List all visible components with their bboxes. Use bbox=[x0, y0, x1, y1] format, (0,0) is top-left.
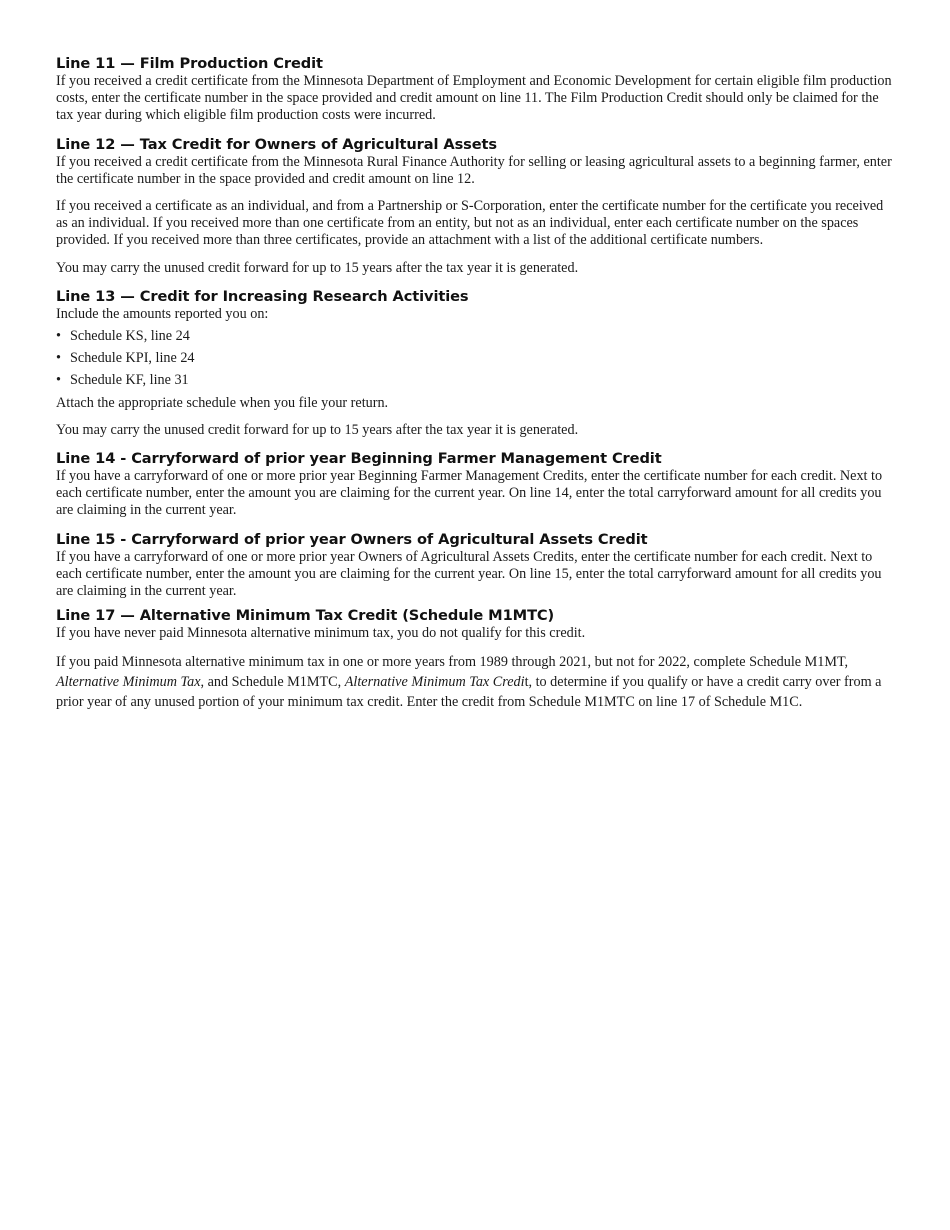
list-item bbox=[56, 350, 896, 367]
bullet-icon: • bbox=[56, 372, 61, 389]
section-line-15 bbox=[56, 530, 896, 601]
paragraph: Attach the appropriate schedule when you file your return. bbox=[56, 394, 389, 411]
paragraph: If you received a credit certificate from the Minnesota Department of Employment and Economic Development for certain eligible film production costs, enter the certificate number in the space provided and credit amount on line 11. The Film Production Credit should only be claimed for the tax year during which eligible film production costs were incurred. bbox=[56, 73, 892, 124]
list-item-text: Schedule KPI, line 24 bbox=[70, 350, 195, 367]
paragraph: If you have a carryforward of one or more prior year Beginning Farmer Management Credits, enter the certificate number for each credit. Next to each certificate number, enter the amount you are claiming for the current year. On line 14, enter the total carryforward amount for all credits you are claiming in the current year. bbox=[56, 468, 883, 519]
paragraph-m1mtc-instructions bbox=[56, 652, 896, 712]
bullet-list bbox=[56, 328, 896, 390]
section-line-17 bbox=[56, 606, 896, 712]
paragraph: If you have a carryforward of one or more prior year Owners of Agricultural Assets Credits, enter the certificate number for each credit. Next to each certificate number, enter the amount you are claiming for the current year. On line 15, enter the total carryforward amount for all credits you are claiming in the current year. bbox=[56, 548, 882, 600]
bullet-icon: • bbox=[56, 350, 61, 367]
section-heading: Line 15 - Carryforward of prior year Owners of Agricultural Assets Credit bbox=[56, 530, 648, 548]
paragraph: If you have never paid Minnesota alternative minimum tax, you do not qualify for this credit. bbox=[56, 625, 586, 642]
section-heading: Line 17 — Alternative Minimum Tax Credit (Schedule M1MTC) bbox=[56, 607, 555, 625]
section-line-13 bbox=[56, 287, 896, 439]
section-heading: Line 12 — Tax Credit for Owners of Agricultural Assets bbox=[56, 135, 498, 153]
paragraph: You may carry the unused credit forward for up to 15 years after the tax year it is generated. bbox=[56, 259, 579, 276]
paragraph: Include the amounts reported you on: bbox=[56, 305, 269, 322]
section-heading: Line 11 — Film Production Credit bbox=[56, 55, 323, 72]
section-line-12 bbox=[56, 135, 896, 277]
list-item-text: Schedule KF, line 31 bbox=[70, 372, 189, 389]
paragraph: You may carry the unused credit forward for up to 15 years after the tax year it is generated. bbox=[56, 421, 579, 438]
text-run: t, to determine if you qualify or have a credit carry over from a prior year of any unused portion of your minimum tax credit. Enter the credit from Schedule M1MTC on line 17 of Schedule M1C. bbox=[56, 674, 882, 711]
list-item bbox=[56, 328, 896, 345]
section-heading: Line 13 — Credit for Increasing Research Activities bbox=[56, 287, 469, 305]
section-line-11 bbox=[56, 54, 896, 125]
form-title-italic: Alternative Minimum Tax Credi bbox=[344, 674, 525, 691]
list-item-text: Schedule KS, line 24 bbox=[70, 328, 190, 345]
list-item bbox=[56, 372, 896, 389]
document-page bbox=[56, 54, 896, 712]
text-run: , and Schedule M1MTC, bbox=[200, 674, 345, 691]
section-heading: Line 14 - Carryforward of prior year Beginning Farmer Management Credit bbox=[56, 450, 662, 468]
section-line-14 bbox=[56, 449, 896, 520]
form-title-italic: Alternative Minimum Tax bbox=[56, 674, 201, 691]
paragraph: If you received a certificate as an individual, and from a Partnership or S-Corporation, enter the certificate number for the certificate you received as an individual. If you received more than one certificate from an entity, but not as an individual, enter each certificate number on the spaces provided. If you received more than three certificates, provide an attachment with a list of the additional certificate numbers. bbox=[56, 198, 884, 249]
bullet-icon: • bbox=[56, 328, 61, 345]
paragraph: If you received a credit certificate from the Minnesota Rural Finance Authority for selling or leasing agricultural assets to a beginning farmer, enter the certificate number in the space provided and credit amount on line 12. bbox=[56, 153, 892, 187]
text-run: If you paid Minnesota alternative minimum tax in one or more years from 1989 through 2021, but not for 2022, complete Schedule M1MT, bbox=[56, 654, 849, 671]
